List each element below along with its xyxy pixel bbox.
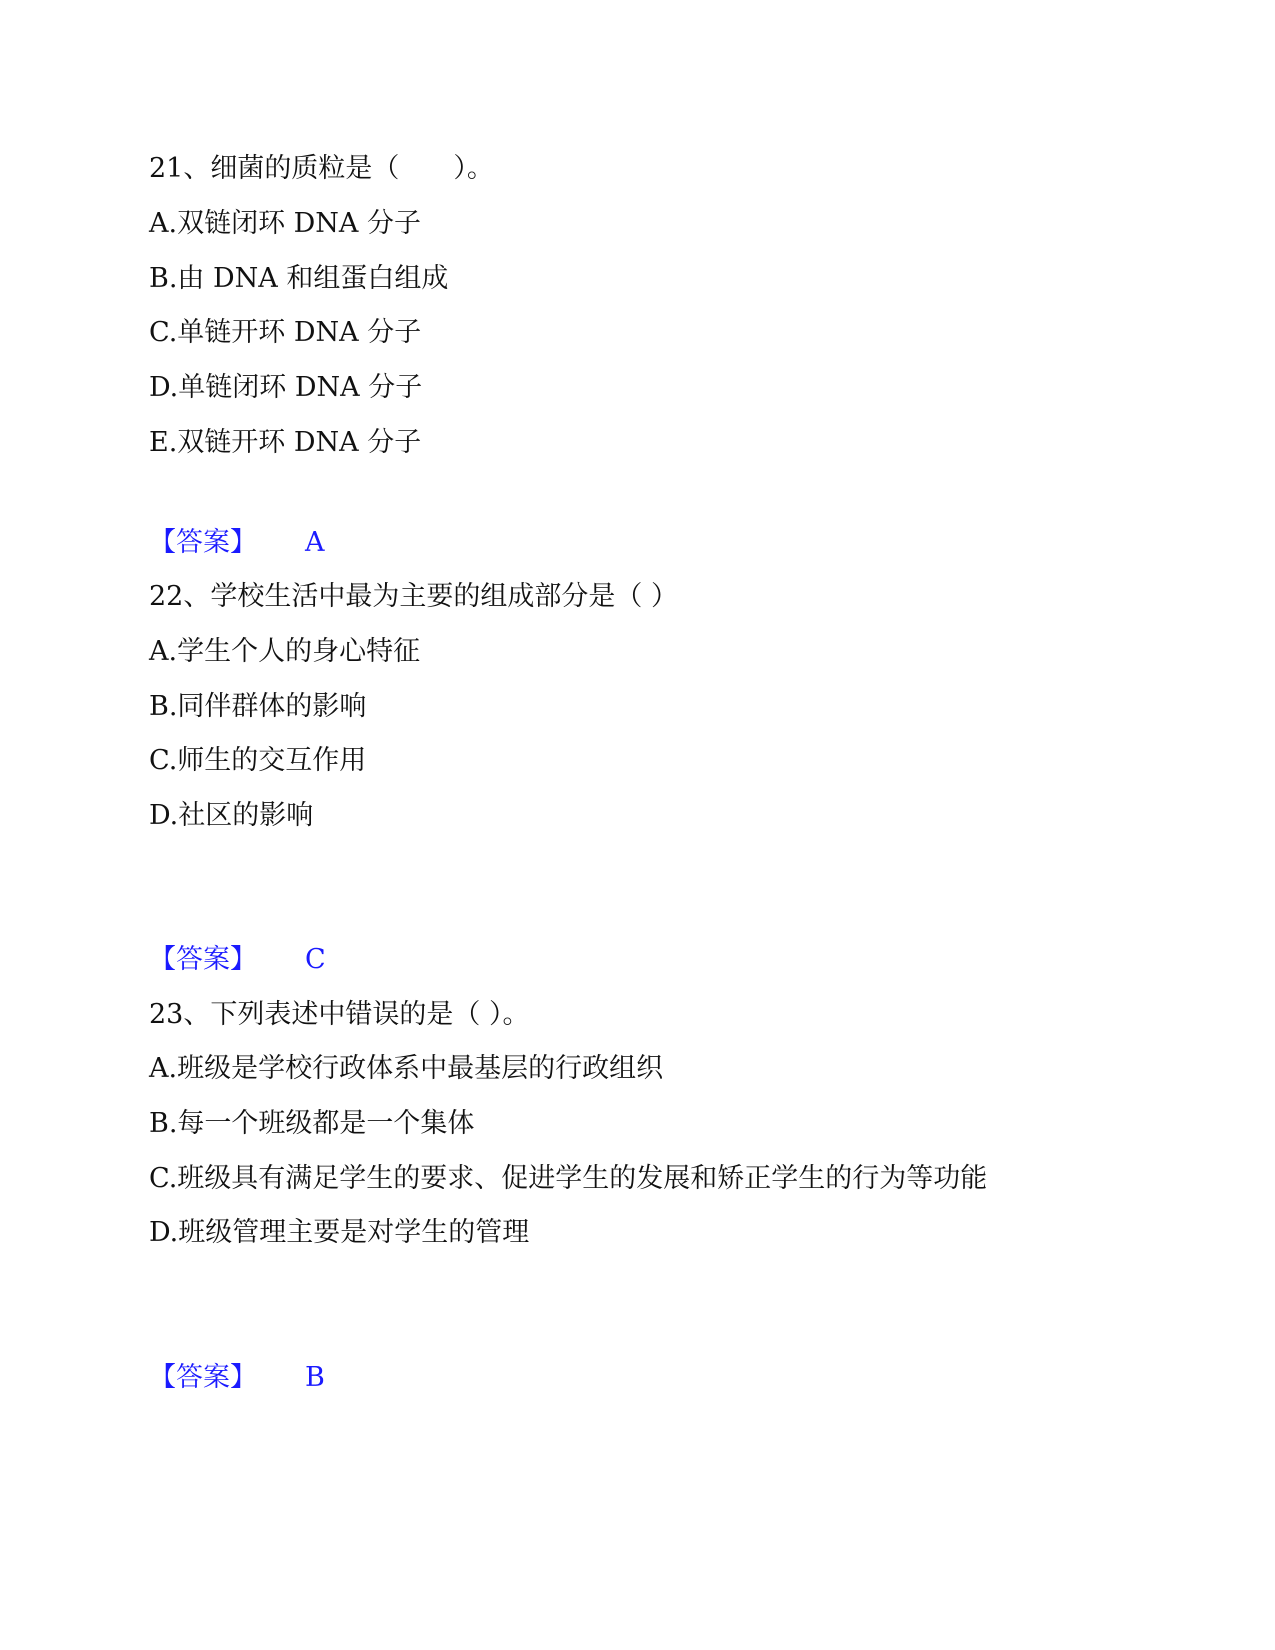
answer-value: C (305, 944, 326, 975)
question-21-option-c: C.单链开环 DNA 分子 (149, 317, 422, 348)
question-21-stem: 21、细菌的质粒是（ ）。 (149, 153, 494, 184)
question-23-answer (149, 1361, 325, 1395)
question-22-answer (149, 943, 326, 977)
question-21-option-e: E.双链开环 DNA 分子 (149, 427, 422, 458)
question-21-option-d: D.单链闭环 DNA 分子 (149, 372, 423, 403)
question-22-option-a: A.学生个人的身心特征 (149, 636, 421, 667)
question-22-option-b: B.同伴群体的影响 (149, 691, 367, 722)
question-21-option-b: B.由 DNA 和组蛋白组成 (149, 263, 449, 294)
question-23-stem: 23、下列表述中错误的是（ ）。 (149, 999, 530, 1030)
question-22-option-c: C.师生的交互作用 (149, 745, 367, 776)
answer-label: 【答案】 (149, 944, 257, 975)
question-23-option-a: A.班级是学校行政体系中最基层的行政组织 (149, 1053, 664, 1084)
question-21-option-a: A.双链闭环 DNA 分子 (149, 208, 422, 239)
answer-label: 【答案】 (149, 527, 257, 558)
question-22-option-d: D.社区的影响 (149, 800, 314, 831)
question-21-answer (149, 526, 325, 560)
question-23-option-d: D.班级管理主要是对学生的管理 (149, 1217, 530, 1248)
answer-value: A (305, 527, 325, 558)
question-23-option-c: C.班级具有满足学生的要求、促进学生的发展和矫正学生的行为等功能 (149, 1163, 988, 1194)
question-22-stem: 22、学校生活中最为主要的组成部分是（ ） (149, 581, 678, 612)
answer-label: 【答案】 (149, 1362, 257, 1393)
question-23-option-b: B.每一个班级都是一个集体 (149, 1108, 475, 1139)
answer-value: B (305, 1362, 325, 1393)
